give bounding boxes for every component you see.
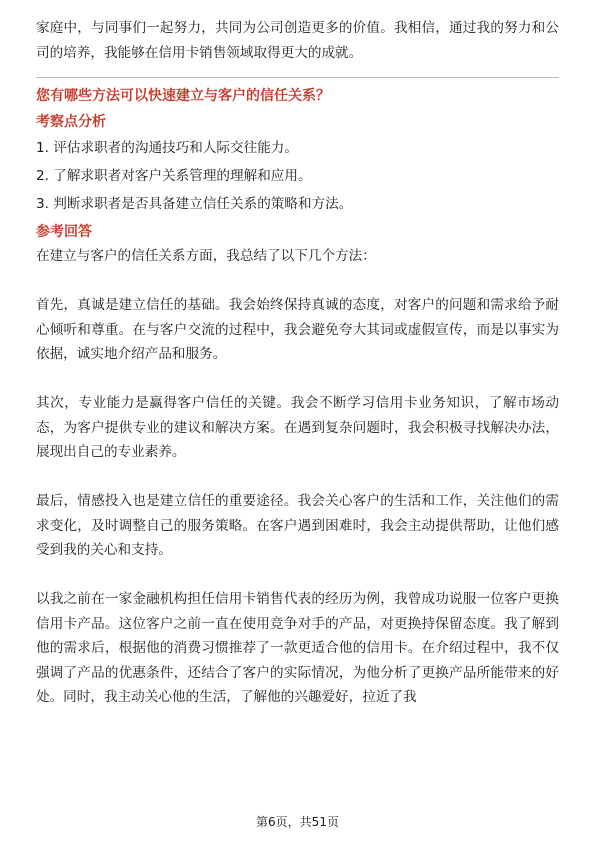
intro-paragraph: 家庭中，与同事们一起努力，共同为公司创造更多的价值。我相信，通过我的努力和公司的培养，我能够在信用卡销售领域取得更大的成就。 bbox=[36, 20, 559, 61]
answer-paragraph: 以我之前在一家金融机构担任信用卡销售代表的经历为例，我曾成功说服一位客户更换信用卡产品。这位客户之前一直在使用竞争对手的产品，对更换持保留态度。我了解到他的需求后，根据他的消费习惯推荐了一款更适合他的信用卡。在介绍过程中，我不仅强调了产品的优惠条件，还结合了客户的实际情况，为他分析了更换产品所能带来的好处。同时，我主动关心他的生活，了解他的兴趣爱好，拉近了我 bbox=[36, 591, 559, 705]
analysis-item: 3. 判断求职者是否具备建立信任关系的策略和方法。 bbox=[36, 196, 353, 212]
section-divider bbox=[36, 77, 559, 78]
document-page bbox=[36, 16, 559, 710]
analysis-item: 1. 评估求职者的沟通技巧和人际交往能力。 bbox=[36, 140, 298, 156]
paragraph-gap bbox=[36, 563, 559, 588]
answer-title: 参考回答 bbox=[36, 224, 92, 240]
paragraph-gap bbox=[36, 465, 559, 490]
question-heading: 您有哪些方法可以快速建立与客户的信任关系？ bbox=[36, 88, 330, 104]
page-number-footer: 第6页，共51页 bbox=[256, 815, 339, 829]
analysis-item: 2. 了解求职者对客户关系管理的理解和应用。 bbox=[36, 168, 312, 184]
answer-lead: 在建立与客户的信任关系方面，我总结了以下几个方法： bbox=[36, 248, 376, 264]
paragraph-gap bbox=[36, 269, 559, 294]
answer-paragraph: 最后，情感投入也是建立信任的重要途径。我会关心客户的生活和工作，关注他们的需求变化，及时调整自己的服务策略。在客户遇到困难时，我会主动提供帮助，让他们感受到我的关心和支持。 bbox=[36, 493, 559, 558]
paragraph-gap bbox=[36, 367, 559, 392]
analysis-title: 考察点分析 bbox=[36, 114, 106, 130]
answer-paragraph: 首先，真诚是建立信任的基础。我会始终保持真诚的态度，对客户的问题和需求给予耐心倾听和尊重。在与客户交流的过程中，我会避免夸大其词或虚假宣传，而是以事实为依据，诚实地介绍产品和服务。 bbox=[36, 297, 559, 362]
answer-paragraph: 其次，专业能力是赢得客户信任的关键。我会不断学习信用卡业务知识，了解市场动态，为客户提供专业的建议和解决方案。在遇到复杂问题时，我会积极寻找解决办法，展现出自己的专业素养。 bbox=[36, 395, 559, 460]
